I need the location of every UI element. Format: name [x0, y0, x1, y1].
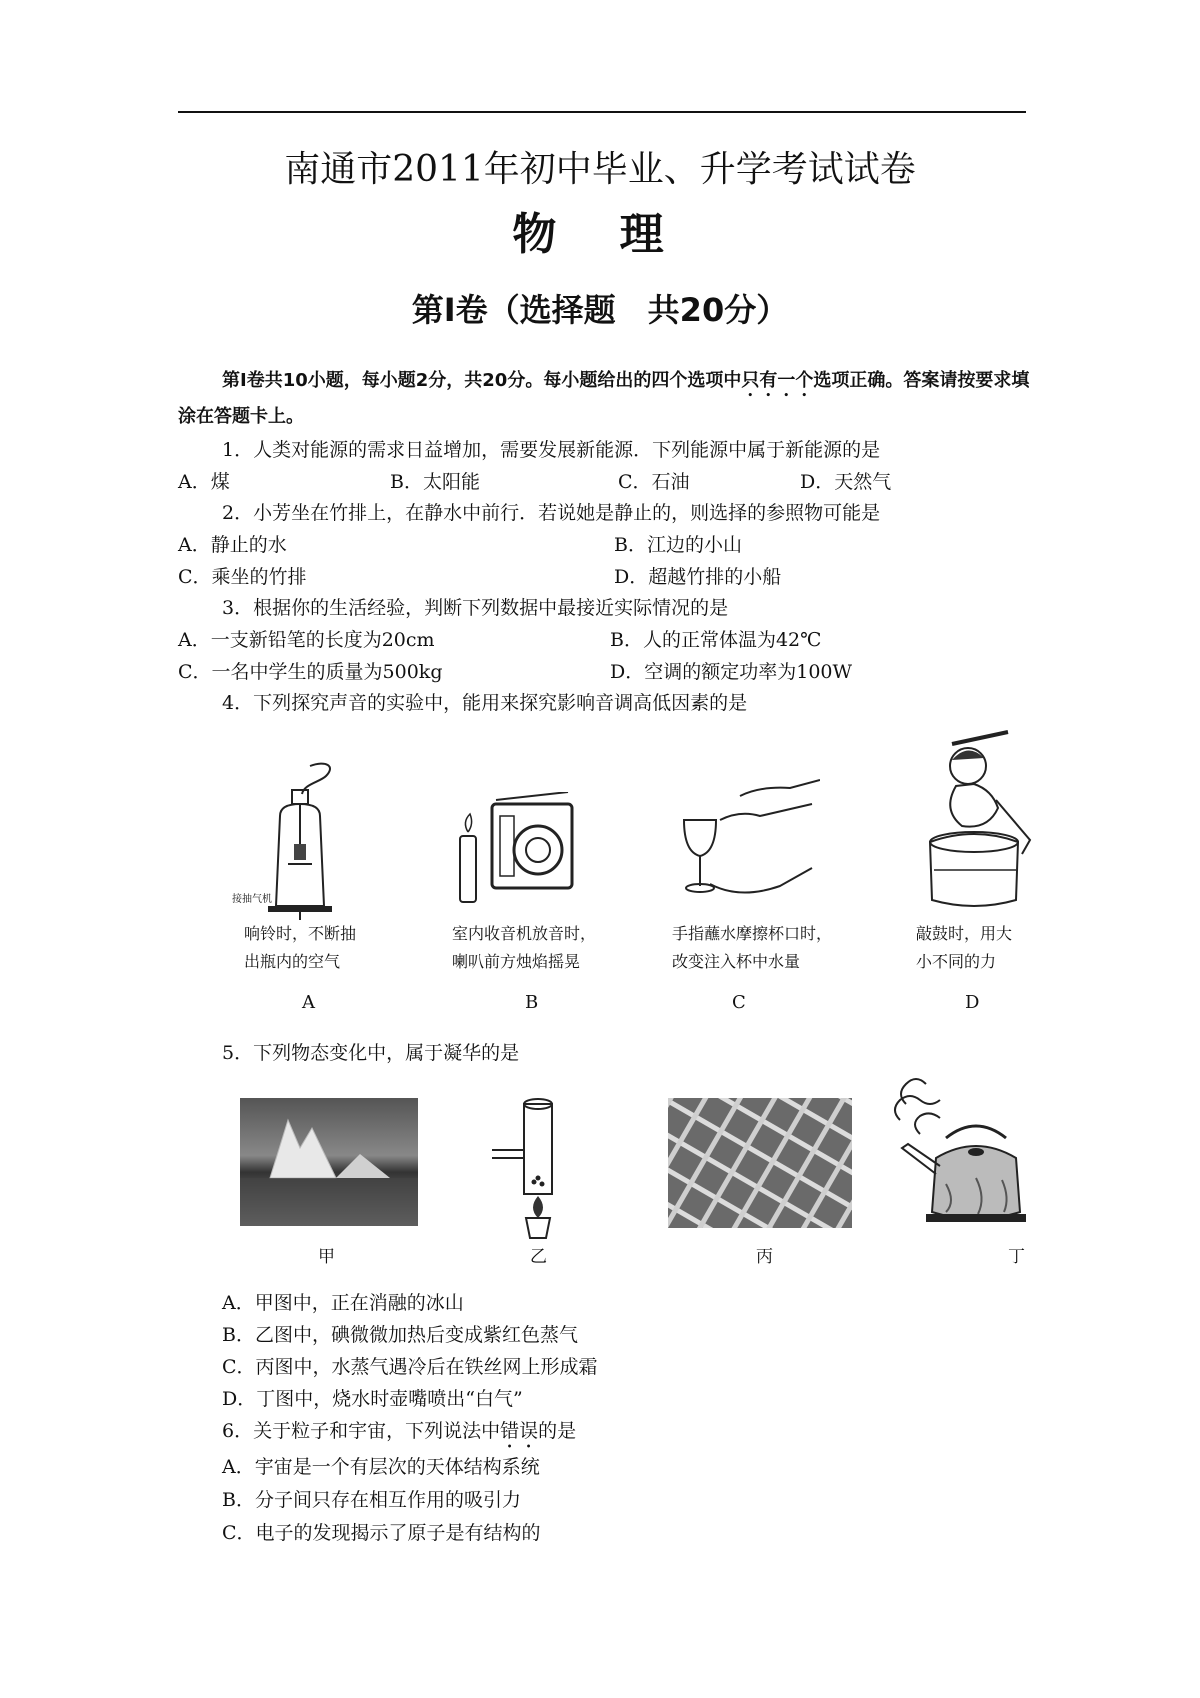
q6-stem	[222, 1418, 576, 1453]
drummer-figure	[912, 730, 1038, 910]
q1-option-d: D．天然气	[800, 471, 892, 493]
instructions	[178, 365, 1038, 433]
fig-bing-label: 丙	[756, 1247, 773, 1267]
fig-d-caption-2: 小不同的力	[916, 952, 997, 971]
q5-option-b: B．乙图中，碘微微加热后变成紫红色蒸气	[222, 1324, 578, 1346]
fig-d-letter: D	[965, 992, 980, 1013]
q1-option-a: A．煤	[178, 471, 230, 493]
fig-c-caption-2: 改变注入杯中水量	[672, 952, 801, 971]
q6-option-b: B．分子间只存在相互作用的吸引力	[222, 1489, 521, 1511]
fig-c-caption-1: 手指蘸水摩擦杯口时，	[672, 924, 833, 943]
fig-ding-label: 丁	[1008, 1247, 1025, 1267]
q5-option-c: C．丙图中，水蒸气遇冷后在铁丝网上形成霜	[222, 1356, 598, 1378]
fig-b-caption-2: 喇叭前方烛焰摇晃	[452, 952, 581, 971]
kettle-figure	[886, 1074, 1036, 1234]
q5-option-a: A．甲图中，正在消融的冰山	[222, 1292, 464, 1314]
instructions-part1: 第Ⅰ卷共10小题，每小题2分，共20分。每小题给出的四个选项中	[222, 370, 742, 391]
fig-a-caption-2: 出瓶内的空气	[244, 952, 341, 971]
fig-jia-label: 甲	[318, 1247, 335, 1267]
bell-jar-figure	[232, 760, 360, 920]
wine-glass-figure	[680, 776, 820, 906]
q6-stem-before: 6．关于粒子和宇宙，下列说法中	[222, 1420, 501, 1442]
subject-title: 物 理	[512, 209, 688, 260]
iceberg-photo	[240, 1098, 418, 1226]
q2-option-b: B．江边的小山	[614, 534, 742, 556]
instructions-emphasis: 只有一个	[741, 370, 814, 391]
q1-stem: 1．人类对能源的需求日益增加，需要发展新能源．下列能源中属于新能源的是	[222, 439, 881, 461]
top-rule	[178, 111, 1026, 113]
exam-title: 南通市2011年初中毕业、升学考试试卷	[284, 149, 916, 190]
pump-label: 接抽气机	[232, 894, 272, 905]
fig-b-caption-1: 室内收音机放音时，	[452, 924, 597, 943]
q3-option-c: C．一名中学生的质量为500kg	[178, 661, 443, 683]
fig-a-caption-1: 响铃时，不断抽	[244, 924, 357, 943]
q1-option-b: B．太阳能	[390, 471, 480, 493]
q2-option-c: C．乘坐的竹排	[178, 566, 307, 588]
instructions-part2: 选项正确。答案请按要求填涂在答题卡上。	[178, 370, 1030, 427]
frost-mesh-photo	[668, 1098, 852, 1228]
q6-option-a: A．宇宙是一个有层次的天体结构系统	[222, 1456, 540, 1478]
q3-option-d: D．空调的额定功率为100W	[610, 661, 853, 683]
q2-option-d: D．超越竹排的小船	[614, 566, 782, 588]
radio-candle-figure	[452, 792, 582, 912]
q5-stem: 5．下列物态变化中，属于凝华的是	[222, 1042, 520, 1064]
q5-option-d: D．丁图中，烧水时壶嘴喷出“白气”	[222, 1388, 523, 1410]
q1-option-c: C．石油	[618, 471, 690, 493]
q3-stem: 3．根据你的生活经验，判断下列数据中最接近实际情况的是	[222, 597, 729, 619]
fig-c-letter: C	[732, 992, 746, 1013]
section-title: 第Ⅰ卷（选择题 共20分）	[411, 291, 789, 329]
q6-stem-emphasis: 错误	[500, 1420, 539, 1442]
q2-stem: 2．小芳坐在竹排上，在静水中前行．若说她是静止的，则选择的参照物可能是	[222, 502, 881, 524]
q4-stem: 4．下列探究声音的实验中，能用来探究影响音调高低因素的是	[222, 692, 748, 714]
q2-option-a: A．静止的水	[178, 534, 287, 556]
fig-a-letter: A	[302, 992, 315, 1013]
q3-option-b: B．人的正常体温为42℃	[610, 629, 822, 651]
q6-stem-after: 的是	[538, 1420, 577, 1442]
fig-b-letter: B	[525, 992, 539, 1013]
iodine-figure	[488, 1092, 578, 1242]
q6-option-c: C．电子的发现揭示了原子是有结构的	[222, 1522, 541, 1544]
q3-option-a: A．一支新铅笔的长度为20cm	[178, 629, 435, 651]
fig-yi-label: 乙	[530, 1247, 547, 1267]
fig-d-caption-1: 敲鼓时，用大	[916, 924, 1013, 943]
